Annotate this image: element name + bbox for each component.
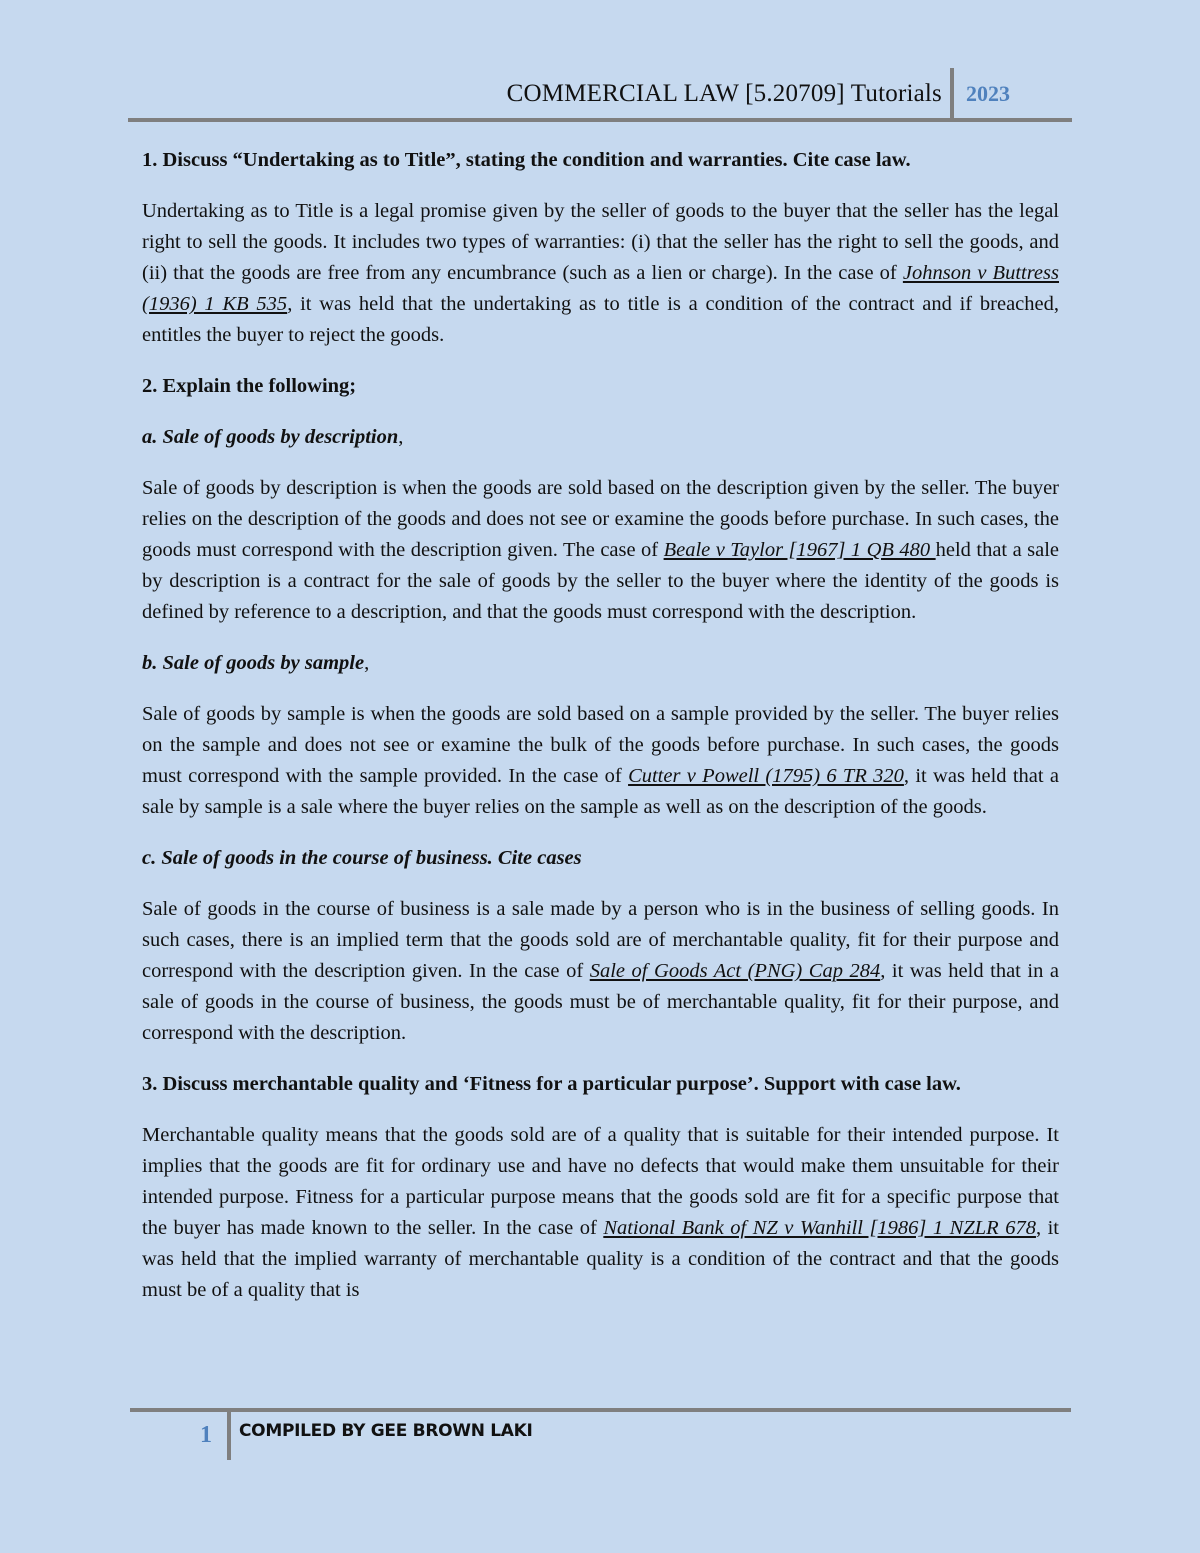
footer-divider [227,1412,231,1460]
subquestion-b-heading [142,648,1059,679]
case-citation: Beale v Taylor [1967] 1 QB 480 [663,539,936,561]
header-title: COMMERCIAL LAW [5.20709] Tutorials [506,80,942,107]
answer-2c-text: Sale of goods in the course of business is a sale made by a person who is in the business of selling goods. In such cases, there is an implied term that the goods sold are of merchantable quality, fit for their purpose and correspond with the description given. In the case of [142,898,1059,982]
question-2-heading: 2. Explain the following; [142,375,357,397]
subquestion-a-heading [142,422,1059,453]
subquestion-a-title: a. Sale of goods by description [142,426,399,448]
page-header [128,68,1072,122]
answer-1-text: Undertaking as to Title is a legal promise given by the seller of goods to the buyer that the seller has the legal right to sell the goods. It includes two types of warranties: (i) that the seller has the right to sell the goods, and (ii) that the goods are free from any encumbrance (such as a lien or charge). In the case of [142,200,1059,284]
answer-2b [142,699,1059,823]
header-rule [128,118,1072,122]
question-1-heading: 1. Discuss “Undertaking as to Title”, stating the condition and warranties. Cite case law. [142,149,911,171]
case-citation: National Bank of NZ v Wanhill [1986] 1 NZLR 678 [603,1217,1036,1239]
answer-2b-text: Sale of goods by sample is when the goods are sold based on a sample provided by the seller. The buyer relies on the sample and does not see or examine the bulk of the goods before purchase. In such cases, the goods must correspond with the sample provided. In the case of [142,703,1059,787]
answer-2a-text: Sale of goods by description is when the goods are sold based on the description given by the seller. The buyer relies on the description of the goods and does not see or examine the goods before purchase. In such cases, the goods must correspond with the description given. The case of [142,477,1059,561]
subquestion-a-suffix: , [398,426,404,448]
case-citation: Sale of Goods Act (PNG) Cap 284 [589,960,881,982]
page-number: 1 [200,1422,212,1448]
header-divider [950,68,954,118]
answer-2b-text-end: , it was held that a sale by sample is a sale where the buyer relies on the sample as well as on the description of the goods. [142,765,1059,818]
answer-1 [142,196,1059,351]
question-3-heading: 3. Discuss merchantable quality and ‘Fitness for a particular purpose’. Support with case law. [142,1073,961,1095]
answer-3-text-end: , it was held that the implied warranty of merchantable quality is a condition of the contract and that the goods must be of a quality that is [142,1217,1059,1301]
footer-rule [130,1408,1071,1412]
subquestion-c-heading: c. Sale of goods in the course of business. Cite cases [142,847,582,869]
answer-3-text: Merchantable quality means that the goods sold are of a quality that is suitable for their intended purpose. It implies that the goods are fit for ordinary use and have no defects that would make them unsuitable for their intended purpose. Fitness for a particular purpose means that the goods sold are fit for a specific purpose that the buyer has made known to the seller. In the case of [142,1124,1059,1239]
answer-2a-text-end: held that a sale by description is a contract for the sale of goods by the seller to the buyer where the identity of the goods is defined by reference to a description, and that the goods must correspond with the description. [142,539,1059,623]
case-citation: Cutter v Powell (1795) 6 TR 320 [628,765,904,787]
answer-2c-text-end: , it was held that in a sale of goods in the course of business, the goods must be of merchantable quality, fit for their purpose, and correspond with the description. [142,960,1060,1044]
footer-credit: COMPILED BY GEE BROWN LAKI [239,1421,533,1441]
answer-1-text-end: , it was held that the undertaking as to title is a condition of the contract and if breached, entitles the buyer to reject the goods. [142,293,1059,346]
header-year: 2023 [966,81,1010,106]
subquestion-b-suffix: , [364,652,370,674]
answer-2a [142,473,1059,628]
case-citation: Johnson v Buttress (1936) 1 KB 535 [142,262,1059,315]
answer-3 [142,1120,1059,1306]
answer-2c [142,894,1059,1049]
page-footer [130,1408,1071,1468]
subquestion-b-title: b. Sale of goods by sample [142,652,365,674]
document-body [142,145,1059,1326]
